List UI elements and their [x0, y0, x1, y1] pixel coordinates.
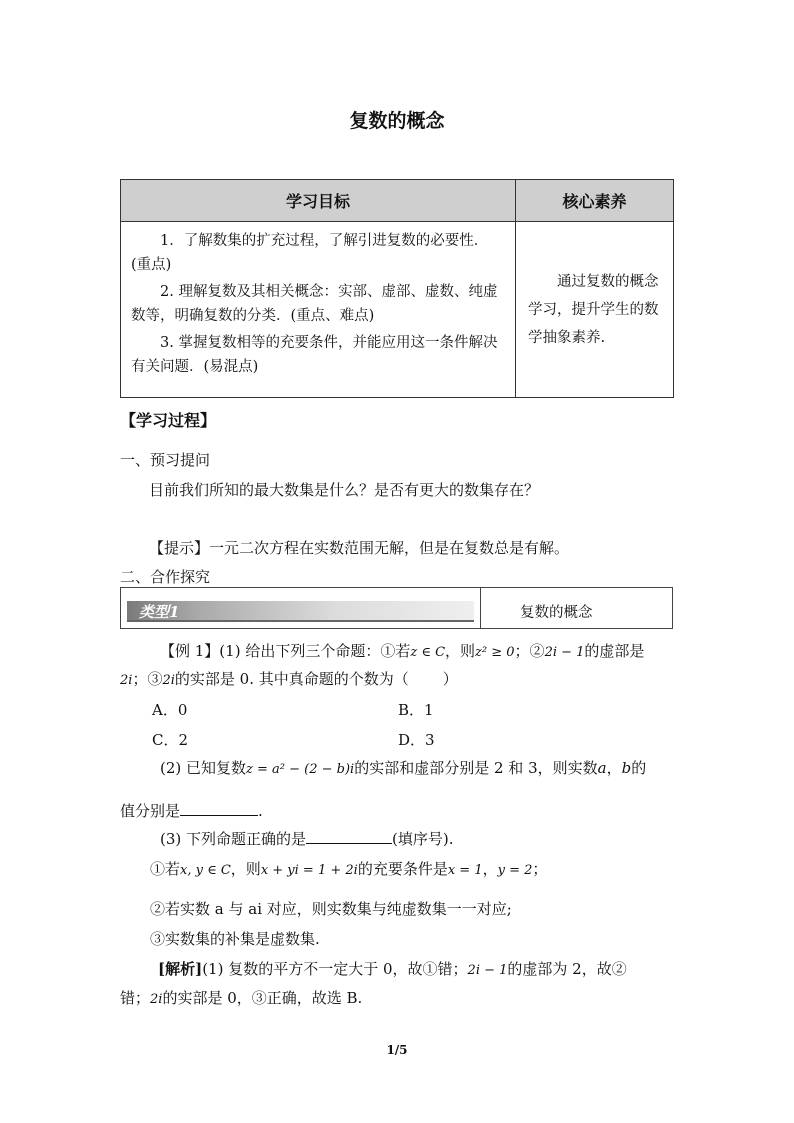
text: 值分别是	[120, 802, 181, 820]
example1-line2	[120, 668, 458, 692]
example1-part2	[160, 757, 646, 781]
preview-question: 目前我们所知的最大数集是什么？是否有更大的数集存在？	[149, 481, 540, 499]
example1-part3	[160, 828, 454, 850]
text: (2) 已知复数	[160, 759, 247, 777]
type-banner	[127, 601, 474, 622]
section1-heading: 一、预习提问	[120, 451, 211, 469]
math: 2i	[162, 673, 175, 688]
literacy-header: 核心素养	[516, 180, 674, 222]
text: 【例 1】(1) 给出下列三个命题：①若	[160, 642, 411, 660]
text: .	[258, 802, 263, 820]
literacy-text: 通过复数的概念学习，提升学生的数学抽象素养.	[528, 273, 659, 346]
text: 的虚部为 2，故②	[507, 960, 627, 978]
math: a	[597, 759, 607, 777]
goal-item: 3. 掌握复数相等的充要条件，并能应用这一条件解决有关问题．(易混点)	[131, 335, 498, 375]
process-heading: 【学习过程】	[120, 411, 217, 430]
text: 的虚部是	[584, 642, 645, 660]
text: 的	[631, 759, 647, 777]
text: 的实部和虚部分别是 2 和 3，则实数	[354, 759, 598, 777]
goals-cell	[121, 222, 516, 398]
math: 2i − 1	[467, 963, 508, 978]
math: y = 2	[497, 863, 533, 878]
text: ，则	[230, 860, 261, 878]
goal-item: 1．了解数集的扩充过程，了解引进复数的必要性．(重点)	[131, 233, 489, 273]
text: 的实部是 0. 其中真命题的个数为（	[174, 670, 409, 688]
math: b	[621, 759, 632, 777]
goals-table	[120, 179, 674, 398]
goals-header: 学习目标	[121, 180, 516, 222]
text: 的实部是 0，③正确，故选 B.	[162, 989, 363, 1007]
type-banner-label: 类型1	[139, 603, 180, 621]
option-d: D．3	[398, 731, 435, 749]
analysis-label: [解析]	[158, 960, 203, 978]
text: ，	[606, 759, 622, 777]
section2-heading: 二、合作探究	[120, 568, 211, 586]
hint-text: 【提示】一元二次方程在实数范围无解，但是在复数总是有解。	[149, 539, 570, 557]
math: x, y ∈ C	[180, 863, 231, 878]
math: z ∈ C	[410, 645, 446, 660]
option-b: B．1	[398, 701, 434, 719]
page-title: 复数的概念	[349, 110, 445, 132]
option-a: A．0	[152, 701, 188, 719]
type-label: 复数的概念	[520, 605, 593, 621]
text: ；②	[514, 642, 545, 660]
math: 2i	[120, 673, 133, 688]
math: 2i − 1	[544, 645, 585, 660]
text: ；	[532, 860, 548, 878]
text: (1) 复数的平方不一定大于 0，故①错；	[202, 960, 468, 978]
example1-part2-line2	[120, 800, 263, 822]
example1-line1	[160, 640, 644, 664]
page-number: 1/5	[386, 1043, 408, 1057]
text: (填序号).	[392, 830, 454, 848]
statement-2: ②若实数 a 与 ai 对应，则实数集与纯虚数集一一对应;	[150, 900, 512, 918]
text: ）	[442, 670, 458, 688]
analysis-line2	[120, 987, 362, 1011]
text: 错；	[120, 989, 151, 1007]
statement-3: ③实数集的补集是虚数集.	[150, 930, 320, 948]
text: 的充要条件是	[357, 860, 448, 878]
text: ，则	[445, 642, 476, 660]
goal-item: 2. 理解复数及其相关概念：实部、虚部、虚数、纯虚数等，明确复数的分类．(重点、难点)	[131, 284, 498, 324]
math: z² ≥ 0	[475, 645, 515, 660]
type-box	[120, 587, 673, 629]
option-c: C．2	[152, 731, 189, 749]
math: 2i	[150, 992, 163, 1007]
answer-blank[interactable]	[306, 829, 392, 844]
analysis-line1	[158, 958, 627, 982]
math: x = 1	[447, 863, 483, 878]
statement-1	[150, 858, 547, 882]
type-divider	[480, 588, 481, 628]
text: ；③	[132, 670, 163, 688]
text: ①若	[150, 860, 181, 878]
math: x + yi = 1 + 2i	[260, 863, 358, 878]
math: z = a² − (2 − b)i	[246, 762, 355, 777]
text: ，	[482, 860, 498, 878]
text: (3) 下列命题正确的是	[160, 830, 307, 848]
literacy-cell	[516, 222, 674, 398]
answer-blank[interactable]	[180, 801, 258, 816]
